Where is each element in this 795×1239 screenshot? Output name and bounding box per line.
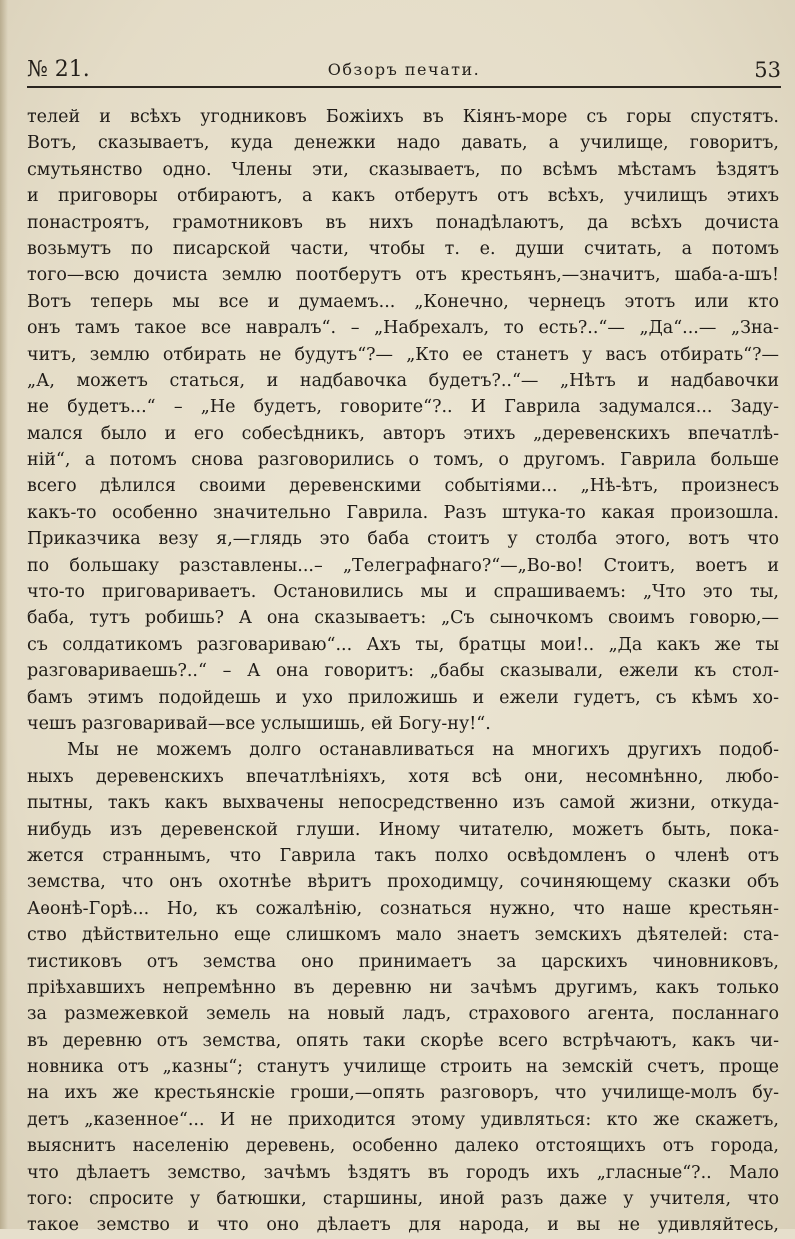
text-line: по большаку разставлены...– „Телеграфнаго?“—„Во-во! Стоитъ, воетъ и — [27, 555, 779, 576]
text-line: такое земство и что оно дѣлаетъ для народа, и вы не удивляйтесь, — [27, 1215, 779, 1236]
running-header — [27, 56, 781, 86]
text-line: за размежевкой земель на новый ладъ, страхового агента, посланнаго — [27, 1004, 779, 1025]
text-line: бамъ этимъ подойдешь и ухо приложишь и ежели гудетъ, съ кѣмъ хо- — [27, 687, 779, 708]
running-title: Обзоръ печати. — [327, 60, 481, 79]
header-rule — [27, 86, 781, 88]
text-line: что дѣлаетъ земство, зачѣмъ ѣздятъ въ городъ ихъ „гласные“?.. Мало — [27, 1162, 779, 1183]
text-line: понастроятъ, грамотниковъ въ нихъ понадѣлаютъ, да всѣхъ дочиста — [27, 212, 779, 233]
paragraph-start-line: Мы не можемъ долго останавливаться на многихъ другихъ подоб- — [67, 740, 779, 761]
text-line: смутьянство одно. Члены эти, сказываетъ, по всѣмъ мѣстамъ ѣздятъ — [27, 159, 779, 180]
text-line: нибудь изъ деревенской глуши. Иному читателю, можетъ быть, пока- — [27, 819, 779, 840]
text-line: на ихъ же крестьянскіе гроши,—опять разговоръ, что училище-молъ бу- — [27, 1083, 779, 1104]
text-line: разговариваешь?..“ – А она говоритъ: „бабы сказывали, ежели къ стол- — [27, 661, 779, 682]
text-line: того: спросите у батюшки, старшины, иной разъ даже у учителя, что — [27, 1189, 779, 1210]
text-line: жется страннымъ, что Гаврила такъ полхо освѣдомленъ о членѣ отъ — [27, 845, 779, 866]
text-line: тистиковъ отъ земства оно принимаетъ за царскихъ чиновниковъ, — [27, 951, 779, 972]
text-line: пытны, такъ какъ выхвачены непосредственно изъ самой жизни, откуда- — [27, 793, 779, 814]
text-line: въ деревню отъ земства, опять таки скорѣе всего встрѣчаютъ, какъ чи- — [27, 1030, 779, 1051]
text-line: возьмутъ по писарской части, чтобы т. е. души считать, а потомъ — [27, 238, 779, 259]
text-line: читъ, землю отбирать не будутъ“?— „Кто ее станетъ у васъ отбирать“?— — [27, 344, 779, 365]
text-line: и приговоры отбираютъ, а какъ отберутъ отъ всѣхъ, училищъ этихъ — [27, 186, 779, 207]
text-line: телей и всѣхъ угодниковъ Божіихъ въ Кіянъ-море съ горы спустятъ. — [27, 107, 779, 127]
page-left-edge — [0, 0, 8, 1229]
text-line: мался было и его собесѣдникъ, авторъ этихъ „деревенскихъ впечатлѣ- — [27, 423, 779, 444]
text-line: ній“, а потомъ снова разговорились о томъ, о другомъ. Гаврила больше — [27, 450, 779, 471]
page-number: 53 — [754, 58, 781, 82]
text-line: Аѳонѣ-Горѣ... Но, къ сожалѣнію, сознаться нужно, что наше крестьян- — [27, 898, 779, 919]
text-line: „А, можетъ статься, и надбавочка будетъ?..“— „Нѣтъ и надбавочки — [27, 370, 779, 391]
text-line: баба, тутъ робишь? А она сказываетъ: „Съ сыночкомъ своимъ говорю,— — [27, 608, 779, 629]
text-line: не будетъ...“ – „Не будетъ, говорите“?.. И Гаврила задумался... Заду- — [27, 397, 779, 418]
text-line: онъ тамъ такое все навралъ“. – „Набрехалъ, то есть?..“— „Да“...— „Зна- — [27, 318, 779, 339]
text-line: Вотъ теперь мы все и думаемъ... „Конечно, чернецъ этотъ или кто — [27, 291, 779, 312]
issue-number: № 21. — [27, 57, 90, 82]
text-line: пріѣхавшихъ непремѣнно въ деревню ни зачѣмъ другимъ, какъ только — [27, 977, 779, 998]
text-line: Вотъ, сказываетъ, куда денежки надо давать, а училище, говоритъ, — [27, 133, 779, 154]
text-line: съ солдатикомъ разговариваю“... Ахъ ты, братцы мои!.. „Да какъ же ты — [27, 634, 779, 655]
text-line: земства, что онъ охотнѣе вѣритъ проходимцу, сочиняющему сказки объ — [27, 872, 779, 893]
text-line: Приказчика везу я,—глядь это баба стоитъ у столба этого, вотъ что — [27, 529, 779, 550]
text-line: новника отъ „казны“; станутъ училище строить на земскій счетъ, проще — [27, 1057, 779, 1078]
text-line: какъ-то особенно значительно Гаврила. Разъ штука-то какая произошла. — [27, 502, 779, 523]
text-line: детъ „казенное“... И не приходится этому удивляться: кто же скажетъ, — [27, 1109, 779, 1130]
text-line: того—всю дочиста землю поотберутъ отъ крестьянъ,—значитъ, шаба-а-шъ! — [27, 265, 779, 286]
text-line: ство дѣйствительно еще слишкомъ мало знаетъ земскихъ дѣятелей: ста- — [27, 925, 779, 946]
text-line: чешъ разговаривай—все услышишь, ей Богу-ну!“. — [27, 713, 491, 734]
text-line: выяснитъ населенію деревень, особенно далеко отстоящихъ отъ города, — [27, 1136, 779, 1157]
text-line: ныхъ деревенскихъ впечатлѣніяхъ, хотя всѣ они, несомнѣнно, любо- — [27, 766, 779, 787]
text-line: всего дѣлился своими деревенскими событіями... „Нѣ-ѣтъ, произнесъ — [27, 476, 779, 497]
body-text — [27, 104, 779, 1239]
text-line: что-то приговариваетъ. Остановились мы и спрашиваемъ: „Что это ты, — [27, 582, 779, 603]
